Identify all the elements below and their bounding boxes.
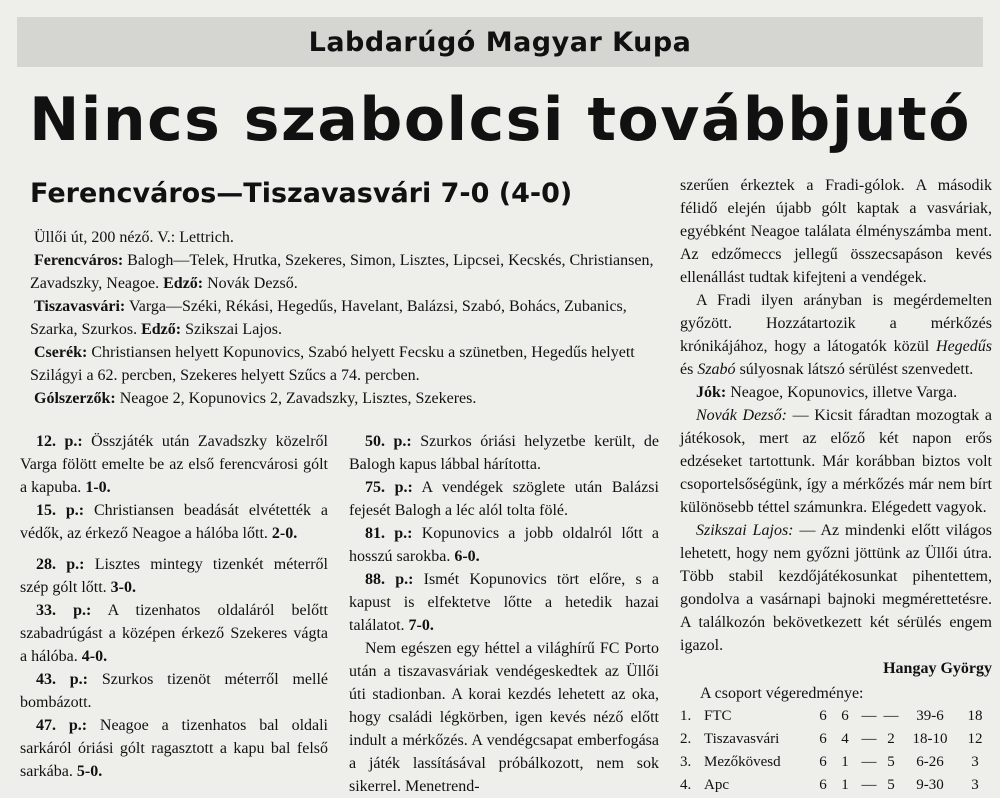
standings-table (680, 682, 992, 797)
events-column-2 (349, 430, 659, 798)
standings-title: A csoport végeredménye: (700, 685, 864, 702)
table-row: 3. Mezőkövesd 6 1 — 5 6-26 3 (680, 754, 979, 770)
match-title: Ferencváros—Tiszavasvári 7-0 (4-0) (30, 178, 573, 209)
table-row: 2. Tiszavasvári 6 4 — 2 18-10 12 (680, 731, 983, 747)
author-byline: Hangay György (883, 660, 992, 677)
event-item: 75. p.: A vendégek szöglete után Balázsi fejesét Balogh a léc alól tolta fölé. (349, 479, 659, 519)
substitutes: Cserék: Christiansen helyett Kopunovics, Szabó helyett Fecsku a szünetben, Hegedűs helyett Szilágyi a 62. percben, Szekeres helyett Szűcs a 74. percben. (30, 344, 635, 384)
event-item: 81. p.: Kopunovics a jobb oldalról lőtt a hosszú sarokba. 6-0. (349, 525, 660, 565)
coach-quote-novak: Novák Dezső: — Kicsit fáradtan mozogtak a játékosok, mert az előző két napon erős edzéseket tartottunk. Már korábban biztos volt csoportelsőségünk, így a mérkőzés már nem bírt különösebb téttel számunkra. Elégedett vagyok. (680, 407, 993, 516)
event-item: 43. p.: Szurkos tizenöt méterről mellé bombázott. (20, 671, 329, 711)
event-item: 12. p.: Összjáték után Zavadszky közelről Varga fölött emelte be az első ferencvárosi gólt a kapuba. 1-0. (20, 433, 329, 496)
table-row: 4. Apc 6 1 — 5 9-30 3 (680, 777, 979, 793)
standings-grid (680, 705, 992, 797)
event-item: 88. p.: Ismét Kopunovics tört előre, s a kapust is elfektetve lőtte a hetedik hazai találatot. 7-0. (349, 571, 659, 634)
event-item: 28. p.: Lisztes mintegy tizenkét méterről szép gólt lőtt. 3-0. (20, 556, 328, 596)
lineup-tiszavasvari: Tiszavasvári: Varga—Széki, Rékási, Hegedűs, Havelant, Balázsi, Szabó, Bohács, Zubanics, Szarka, Szurkos. Edző: Szikszai Lajos. (30, 298, 627, 338)
event-item: 15. p.: Christiansen beadását elvétették a védők, az érkező Neagoe a hálóba lőtt. 2-0. (20, 502, 329, 542)
events-column-1 (20, 430, 328, 783)
lineup-ftc: Ferencváros: Balogh—Telek, Hrutka, Szekeres, Simon, Lisztes, Lipcsei, Kecskés, Christiansen, Zavadszky, Neagoe. Edző: Novák Dezső. (30, 252, 654, 292)
event-item: 50. p.: Szurkos óriási helyzetbe került, de Balogh kapus lábbal hárította. (349, 433, 659, 473)
lineup-block (30, 226, 660, 410)
report-paragraph: Nem egészen egy héttel a világhírű FC Porto után a tiszavasváriak vendégeskedtek az Üllői úti stadionban. A korai kezdés lehetett az oka, hogy családi légkörben, igen kevés néző előtt indult a mérkőzés. A vendégcsapat emberfogása a játék lassításával próbálkozott, nem sok sikerrel. Menetrend- (349, 640, 659, 795)
event-item: 47. p.: Neagoe a tizenhatos bal oldali sarkáról óriási gólt ragasztott a kapu bal felső sarkába. 5-0. (20, 717, 329, 780)
table-row: 1. FTC 6 6 — — 39-6 18 (680, 708, 983, 724)
scorers: Gólszerzők: Neagoe 2, Kopunovics 2, Zavadszky, Lisztes, Szekeres. (34, 390, 477, 407)
headline: Nincs szabolcsi továbbjutó (29, 85, 971, 155)
venue: Üllői út, 200 néző. V.: Lettrich. (34, 229, 234, 246)
report-column-3 (680, 174, 992, 797)
kicker-band (17, 17, 983, 67)
event-item: 33. p.: A tizenhatos oldaláról belőtt szabadrúgást a középen érkező Szekeres vágta a hálóba. 4-0. (20, 602, 328, 665)
report-paragraph: A Fradi ilyen arányban is megérdemelten győzött. Hozzátartozik a mérkőzés krónikájához, hogy a látogatók közül Hegedűs és Szabó súlyosnak látszó sérülést szenvedett. (680, 292, 992, 378)
kicker-text: Labdarúgó Magyar Kupa (308, 26, 692, 58)
good-players: Jók: Neagoe, Kopunovics, illetve Varga. (696, 384, 958, 401)
coach-quote-szikszai: Szikszai Lajos: — Az mindenki előtt világos lehetett, hogy nem győzni jöttünk az Üllői útra. Több stabil kezdőjátékosunkat pihentettem, gondolva a vasárnapi bajnoki megmérettetésre. A találkozón bekövetkezett két sérülés engem igazol. (680, 522, 993, 654)
report-paragraph: szerűen érkeztek a Fradi-gólok. A második félidő elején újabb gólt kaptak a vasváriak, egyébként Neagoe találata élményszámba ment. Az edzőmeccs jellegű összecsapáson kevés ellenállást tudtak kifejteni a vendégek. (680, 177, 992, 286)
